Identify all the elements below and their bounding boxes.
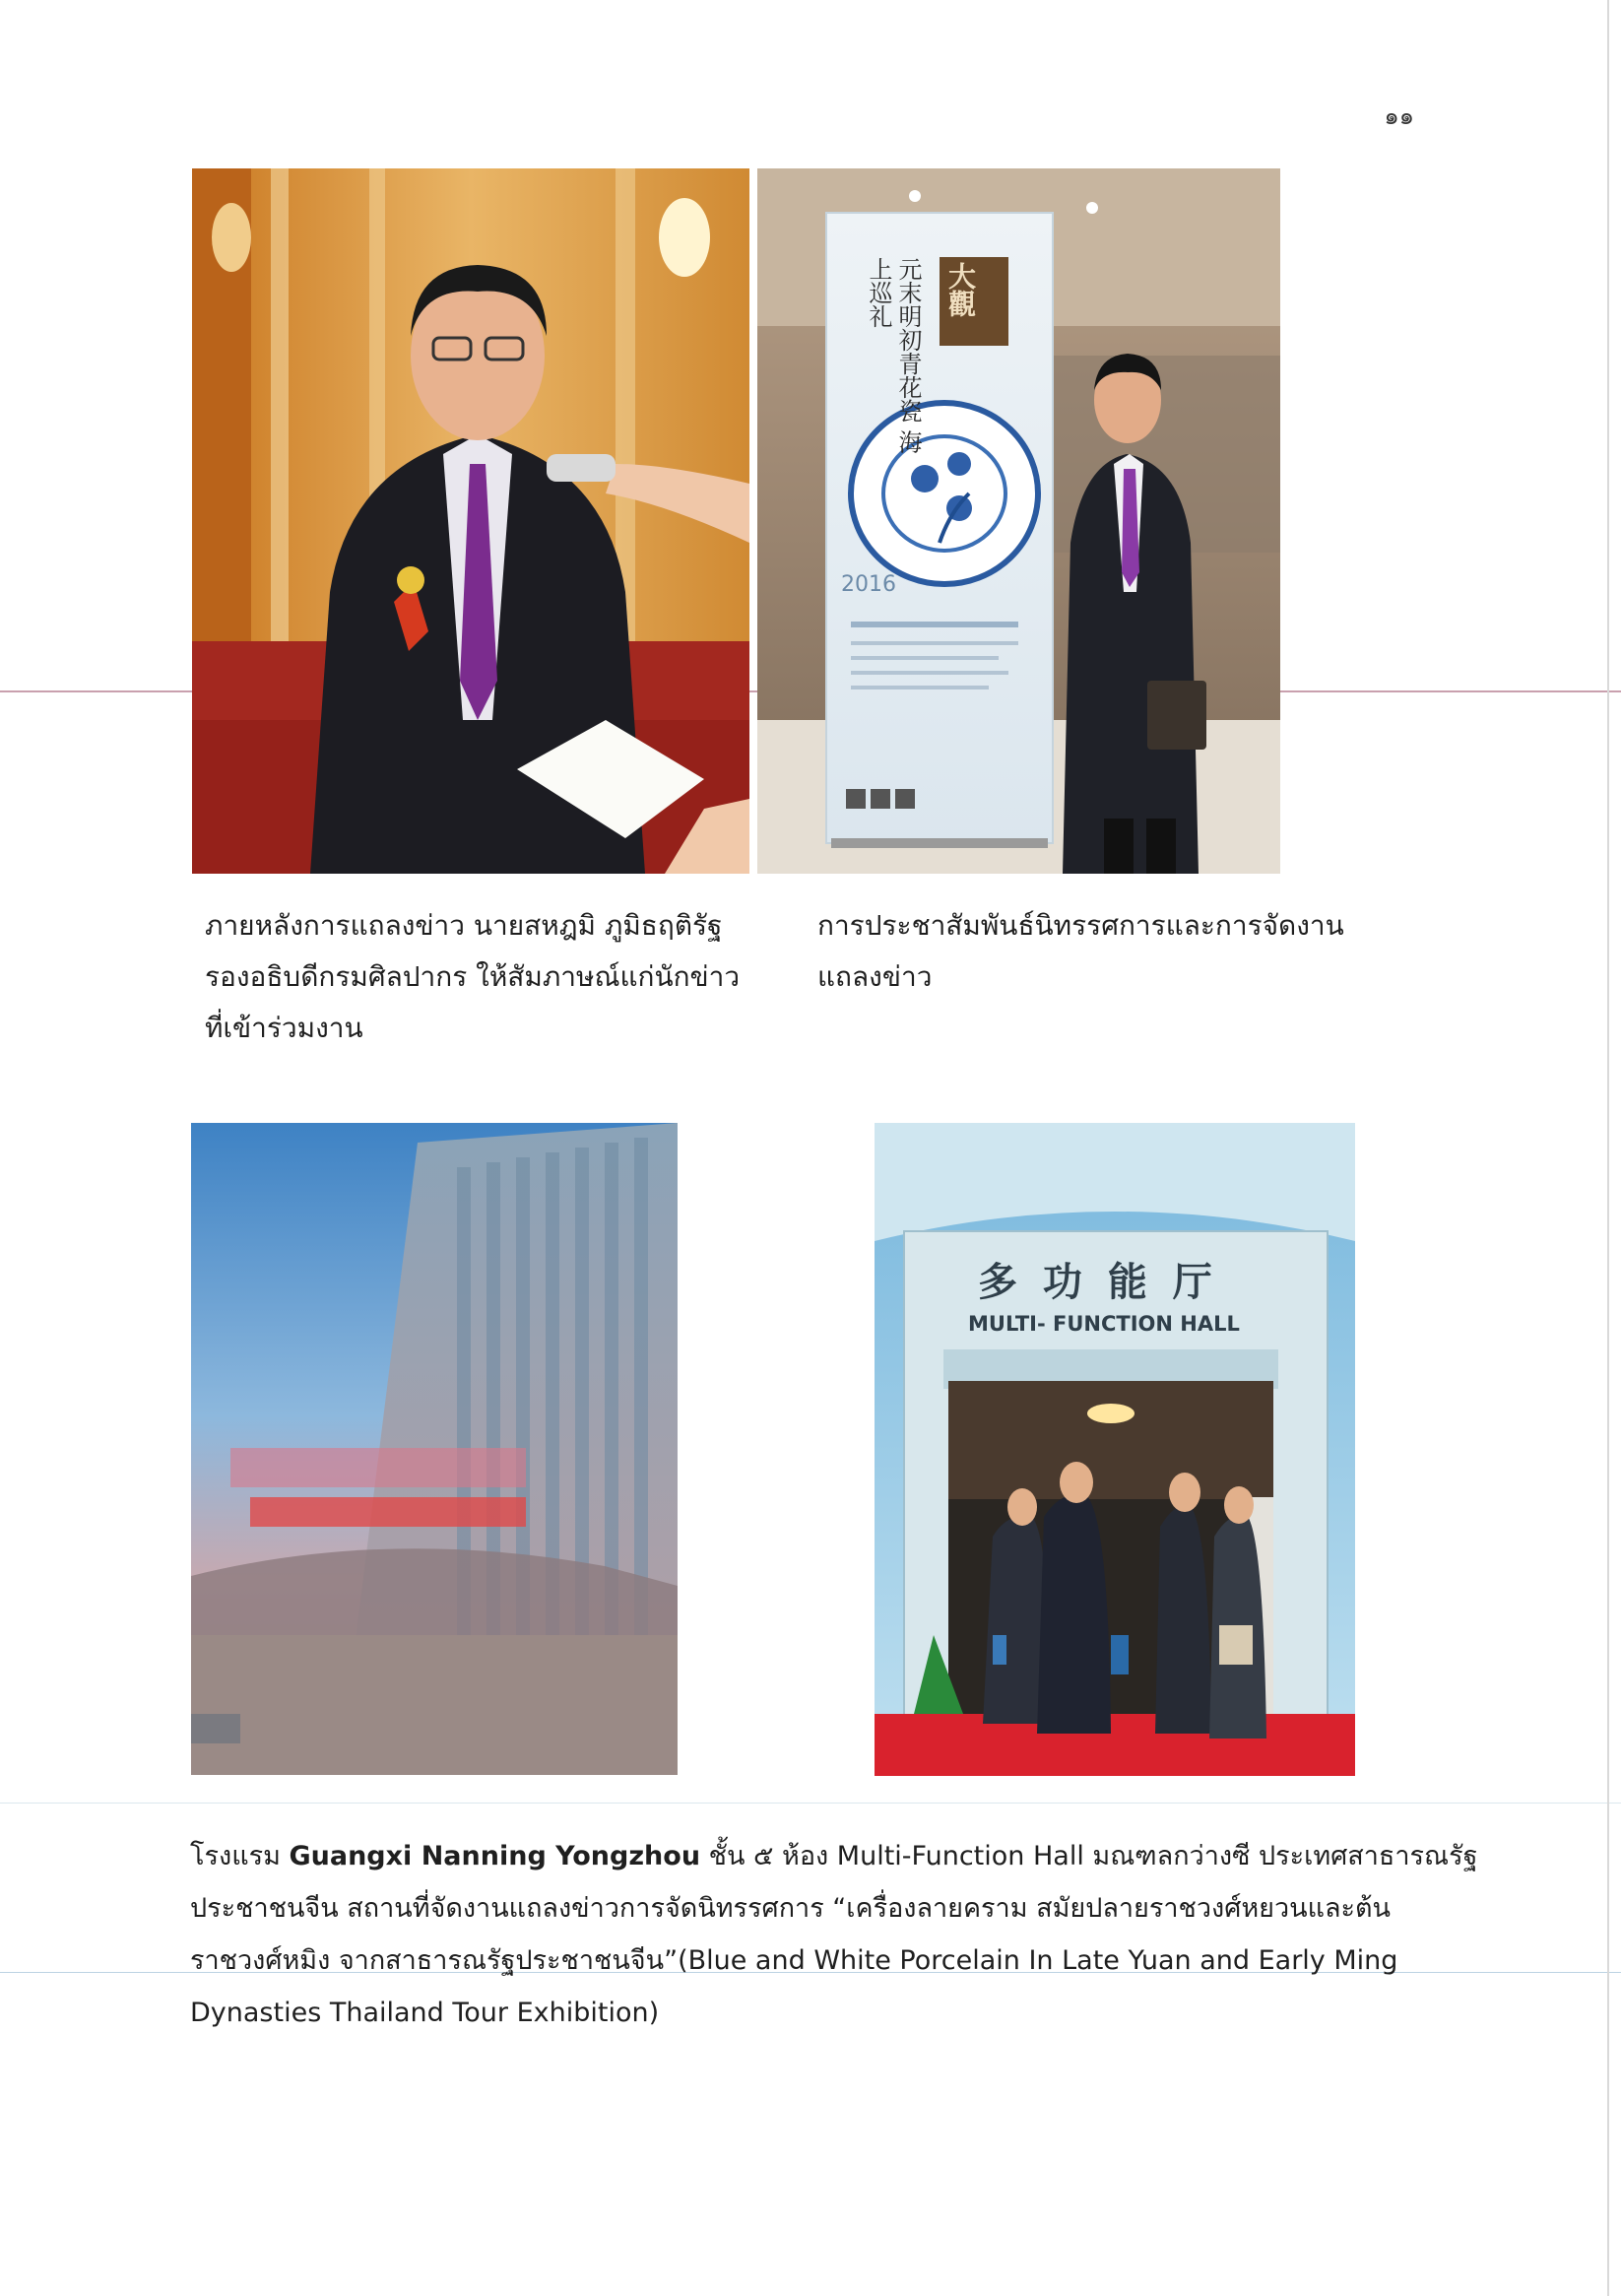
- caption-interview-line1: ภายหลังการแถลงข่าว นายสหฎมิ ภูมิธฤติรัฐ: [205, 909, 723, 942]
- caption-hotel: [190, 1830, 1478, 2039]
- page-edge: [1607, 0, 1609, 2296]
- caption-banner: [817, 900, 1369, 1003]
- caption-interview: [205, 900, 756, 1054]
- hall-sign-english: MULTI- FUNCTION HALL: [968, 1312, 1240, 1336]
- exhibition-banner-photo: [757, 168, 1280, 874]
- caption-hotel-line4: Dynasties Thailand Tour Exhibition): [190, 1998, 660, 2028]
- caption-hotel-line1: [190, 1830, 1478, 1882]
- caption-banner-line1: การประชาสัมพันธ์นิทรรศการและการจัดงาน: [817, 909, 1344, 942]
- multi-function-hall-photo: [875, 1123, 1355, 1776]
- banner-subtitle: 元末明初青花瓷 海上巡礼: [865, 257, 922, 454]
- interview-photo: [192, 168, 749, 874]
- page-number: ๑๑: [1384, 102, 1414, 130]
- caption-interview-line3: ที่เข้าร่วมงาน: [205, 1012, 363, 1044]
- caption-hotel-line2: ประชาชนจีน สถานที่จัดงานแถลงข่าวการจัดนิทรรศการ “เครื่องลายคราม สมัยปลายราชวงศ์หยวนและต้น: [190, 1893, 1392, 1924]
- banner-title: 大觀: [944, 262, 977, 317]
- banner-year: 2016: [841, 572, 896, 597]
- caption-interview-line2: รองอธิบดีกรมศิลปากร ให้สัมภาษณ์แก่นักข่าว: [205, 960, 741, 993]
- caption-hotel-line1-rest: ชั้น ๕ ห้อง Multi-Function Hall มณฑลกว่างซี ประเทศสาธารณรัฐ: [700, 1841, 1478, 1871]
- hall-sign-chinese: 多 功 能 厅: [978, 1260, 1218, 1305]
- hotel-name: Guangxi Nanning Yongzhou: [289, 1841, 701, 1871]
- hotel-exterior-photo: [191, 1123, 678, 1775]
- caption-hotel-prefix: โรงแรม: [190, 1841, 290, 1871]
- scan-line-blue: [0, 1803, 1621, 1804]
- caption-hotel-line3: ราชวงศ์หมิง จากสาธารณรัฐประชาชนจีน”(Blue and White Porcelain In Late Yuan and Early Ming: [190, 1945, 1398, 1976]
- caption-banner-line2: แถลงข่าว: [817, 960, 933, 993]
